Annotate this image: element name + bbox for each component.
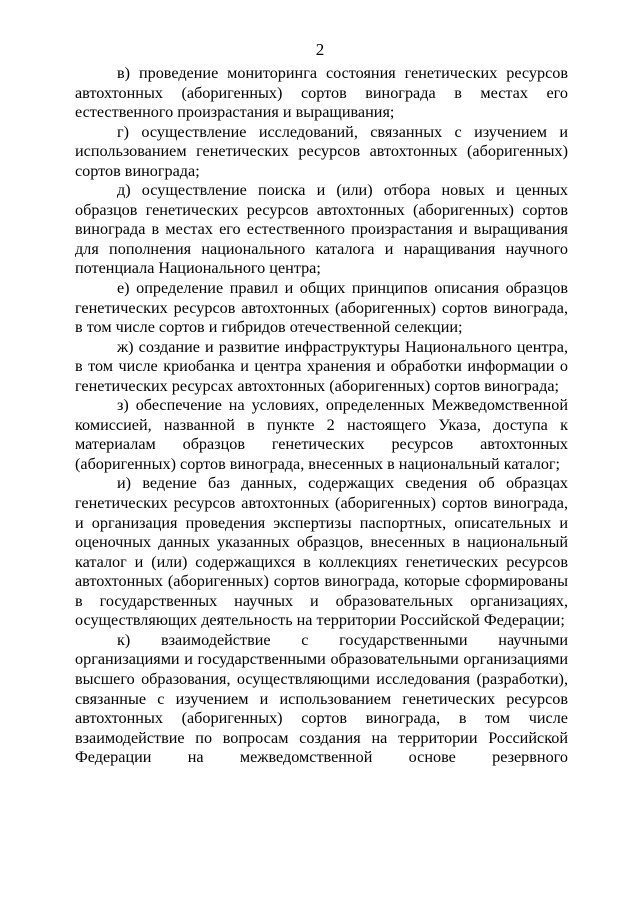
list-item-v: в) проведение мониторинга состояния генетических ресурсов автохтонных (аборигенных) сортов винограда в местах его естественного произрастания и выращивания; [75, 64, 568, 122]
list-item-k: к) взаимодействие с государственными научными организациями и государственными образовательными организациями высшего образования, осуществляющими исследования (разработки), связанные с изучением и использованием генетических ресурсов автохтонных (аборигенных) сортов винограда, в том числе взаимодействие по вопросам создания на территории Российской Федерации на межведомственной основе резервного [75, 630, 568, 767]
list-item-g: г) осуществление исследований, связанных с изучением и использованием генетических ресурсов автохтонных (аборигенных) сортов винограда; [75, 122, 568, 180]
list-item-z: з) обеспечение на условиях, определенных Межведомственной комиссией, названной в пункте 2 настоящего Указа, доступа к материалам образцов генетических ресурсов автохтонных (аборигенных) сортов винограда, внесенных в национальный каталог; [75, 396, 568, 473]
list-item-e: е) определение правил и общих принципов описания образцов генетических ресурсов автохтонных (аборигенных) сортов винограда, в том числе сортов и гибридов отечественной селекции; [75, 279, 568, 337]
page-number: 2 [315, 40, 325, 59]
list-item-d: д) осуществление поиска и (или) отбора новых и ценных образцов генетических ресурсов автохтонных (аборигенных) сортов винограда в местах его естественного произрастания и выращивания для пополнения национального каталога и наращивания научного потенциала Национального центра; [75, 181, 568, 278]
list-item-zh: ж) создание и развитие инфраструктуры Национального центра, в том числе криобанка и центра хранения и обработки информации о генетических ресурсах автохтонных (аборигенных) сортов винограда; [75, 337, 568, 395]
document-body [75, 64, 568, 768]
list-item-i: и) ведение баз данных, содержащих сведения об образцах генетических ресурсов автохтонных (аборигенных) сортов винограда, и организация проведения экспертизы паспортных, описательных и оценочных данных указанных образцов, внесенных в национальный каталог и (или) содержащихся в коллекциях генетических ресурсов автохтонных (аборигенных) сортов винограда, которые сформированы в государственных научных и образовательных организациях, осуществляющих деятельность на территории Российской Федерации; [75, 474, 568, 630]
